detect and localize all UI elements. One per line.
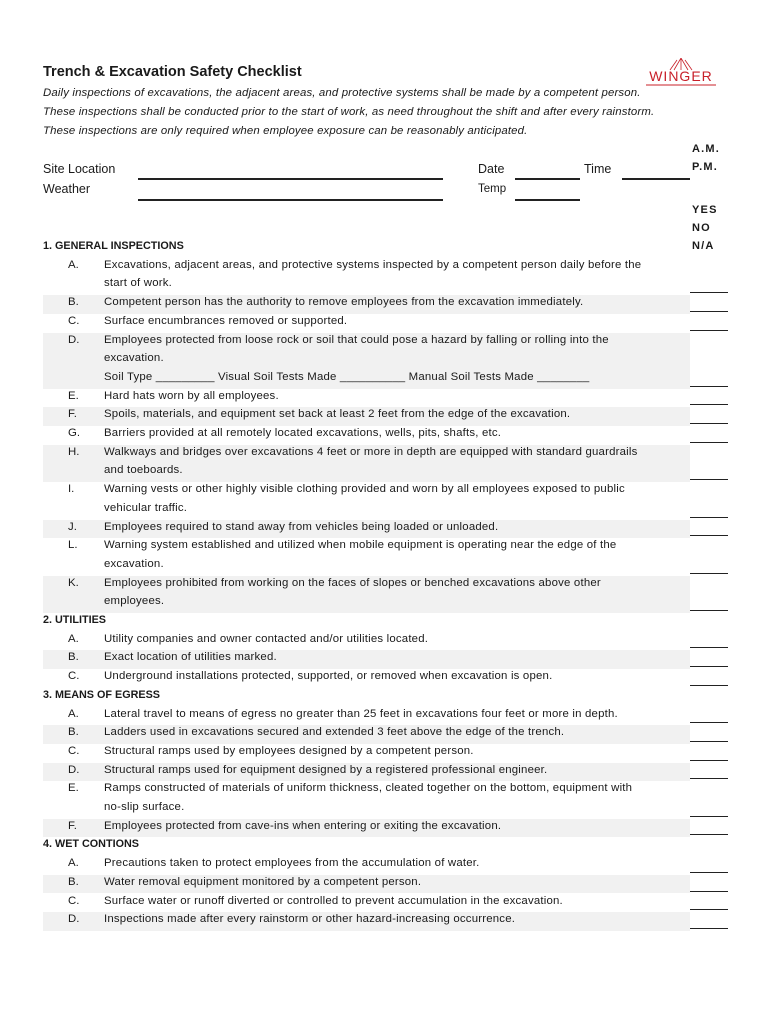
date-label: Date [478, 162, 505, 176]
answer-line[interactable] [690, 722, 728, 723]
item-text: Warning vests or other highly visible clothing provided and worn by all employees exposed to public [104, 483, 625, 496]
item-text: Soil Type _________ Visual Soil Tests Made __________ Manual Soil Tests Made ________ [104, 370, 590, 383]
item-text: Hard hats worn by all employees. [104, 389, 279, 402]
intro-line: Daily inspections of excavations, the adjacent areas, and protective systems shall be made by a competent person. [43, 87, 641, 99]
time-label: Time [584, 162, 612, 176]
pm-label: P.M. [692, 161, 718, 173]
item-text: vehicular traffic. [104, 501, 188, 514]
company-logo [640, 58, 722, 90]
item-letter: A. [68, 857, 79, 870]
site-location-field[interactable] [138, 178, 443, 180]
item-letter: A. [68, 258, 79, 271]
item-text: Employees required to stand away from vehicles being loaded or unloaded. [104, 520, 499, 533]
item-letter: K. [68, 576, 79, 589]
page-title: Trench & Excavation Safety Checklist [43, 64, 302, 80]
item-letter: G. [68, 427, 81, 439]
answer-line[interactable] [690, 666, 728, 667]
item-text: Employees protected from loose rock or soil that could pose a hazard by falling or rolling into the [104, 333, 609, 346]
time-field[interactable] [622, 178, 690, 180]
item-letter: B. [68, 651, 79, 664]
section-heading: 1. GENERAL INSPECTIONS [43, 240, 184, 252]
item-text: Water removal equipment monitored by a competent person. [104, 875, 422, 888]
answer-line[interactable] [690, 330, 728, 331]
section-heading: 3. MEANS OF EGRESS [43, 688, 160, 701]
answer-line[interactable] [690, 610, 728, 611]
item-text: Ramps constructed of materials of uniform thickness, cleated together on the bottom, equipment with [104, 782, 633, 795]
item-text: employees. [104, 595, 165, 608]
item-letter: H. [68, 445, 80, 458]
answer-line[interactable] [690, 517, 728, 518]
item-letter: D. [68, 333, 80, 346]
answer-line[interactable] [690, 816, 728, 817]
intro-line: These inspections are only required when employee exposure can be reasonably anticipated. [43, 125, 528, 137]
item-text: Lateral travel to means of egress no greater than 25 feet in excavations four feet or more in depth. [104, 707, 618, 720]
answer-line[interactable] [690, 647, 728, 648]
item-text: Inspections made after every rainstorm or other hazard-increasing occurrence. [104, 913, 516, 926]
no-column-label: NO [692, 222, 711, 234]
na-column-label: N/A [692, 240, 715, 252]
item-letter: A. [68, 707, 79, 720]
item-text: start of work. [104, 277, 172, 290]
item-text: Structural ramps used for equipment designed by a registered professional engineer. [104, 763, 548, 776]
answer-line[interactable] [690, 760, 728, 761]
section-heading: 4. WET CONTIONS [43, 838, 139, 851]
item-letter: C. [68, 744, 80, 757]
temp-field[interactable] [515, 199, 580, 201]
answer-line[interactable] [690, 479, 728, 480]
answer-line[interactable] [690, 834, 728, 835]
item-letter: D. [68, 913, 80, 926]
item-text: Employees protected from cave-ins when entering or exiting the excavation. [104, 819, 502, 832]
item-letter: E. [68, 389, 79, 402]
date-field[interactable] [515, 178, 580, 180]
item-text: Employees prohibited from working on the faces of slopes or benched excavations above other [104, 576, 601, 589]
item-text: Barriers provided at all remotely located excavations, wells, pits, shafts, etc. [104, 427, 502, 439]
am-label: A.M. [692, 143, 721, 155]
item-letter: C. [68, 670, 80, 683]
item-letter: J. [68, 520, 77, 533]
item-text: Surface water or runoff diverted or controlled to prevent accumulation in the excavation. [104, 894, 563, 907]
item-letter: D. [68, 763, 80, 776]
answer-line[interactable] [690, 386, 728, 387]
item-text: Spoils, materials, and equipment set back at least 2 feet from the edge of the excavation. [104, 408, 571, 421]
item-text: Structural ramps used by employees designed by a competent person. [104, 744, 474, 757]
item-text: Competent person has the authority to remove employees from the excavation immediately. [104, 296, 584, 309]
answer-line[interactable] [690, 423, 728, 424]
item-text: Surface encumbrances removed or supported. [104, 314, 348, 327]
item-text: and toeboards. [104, 464, 183, 477]
item-letter: C. [68, 314, 80, 327]
answer-line[interactable] [690, 311, 728, 312]
item-text: excavation. [104, 557, 164, 570]
section-heading: 2. UTILITIES [43, 614, 106, 626]
item-text: Exact location of utilities marked. [104, 651, 277, 664]
answer-line[interactable] [690, 535, 728, 536]
item-text: Utility companies and owner contacted and/or utilities located. [104, 632, 429, 645]
answer-line[interactable] [690, 685, 728, 686]
answer-line[interactable] [690, 778, 728, 779]
item-letter: A. [68, 632, 79, 645]
site-location-label: Site Location [43, 162, 116, 176]
item-text: Walkways and bridges over excavations 4 feet or more in depth are equipped with standard guardrails [104, 445, 638, 458]
answer-line[interactable] [690, 891, 728, 892]
item-text: Warning system established and utilized when mobile equipment is operating near the edge of the [104, 539, 617, 552]
temp-label: Temp [478, 183, 507, 195]
item-text: Excavations, adjacent areas, and protective systems inspected by a competent person daily before the [104, 258, 642, 271]
weather-field[interactable] [138, 199, 443, 201]
item-letter: E. [68, 782, 79, 795]
item-text: Underground installations protected, supported, or removed when excavation is open. [104, 670, 553, 683]
item-letter: C. [68, 894, 80, 907]
item-letter: B. [68, 875, 79, 888]
weather-label: Weather [43, 182, 91, 196]
item-letter: F. [68, 408, 77, 421]
answer-line[interactable] [690, 404, 728, 405]
intro-line: These inspections shall be conducted prior to the start of work, as need throughout the shift and after every rainstorm. [43, 106, 655, 118]
item-text: Ladders used in excavations secured and extended 3 feet above the edge of the trench. [104, 726, 565, 739]
item-text: excavation. [104, 352, 164, 365]
item-text: Precautions taken to protect employees from the accumulation of water. [104, 857, 480, 870]
yes-column-label: YES [692, 204, 718, 216]
logo-text: WINGER [649, 68, 713, 84]
answer-line[interactable] [690, 741, 728, 742]
item-letter: B. [68, 296, 79, 309]
item-letter: L. [68, 539, 78, 552]
item-letter: F. [68, 819, 77, 832]
item-letter: I. [68, 483, 75, 496]
item-text: no-slip surface. [104, 801, 185, 813]
answer-line[interactable] [690, 928, 728, 929]
answer-line[interactable] [690, 909, 728, 910]
answer-line[interactable] [690, 573, 728, 574]
answer-line[interactable] [690, 292, 728, 293]
answer-line[interactable] [690, 872, 728, 873]
item-letter: B. [68, 726, 79, 739]
answer-line[interactable] [690, 442, 728, 443]
